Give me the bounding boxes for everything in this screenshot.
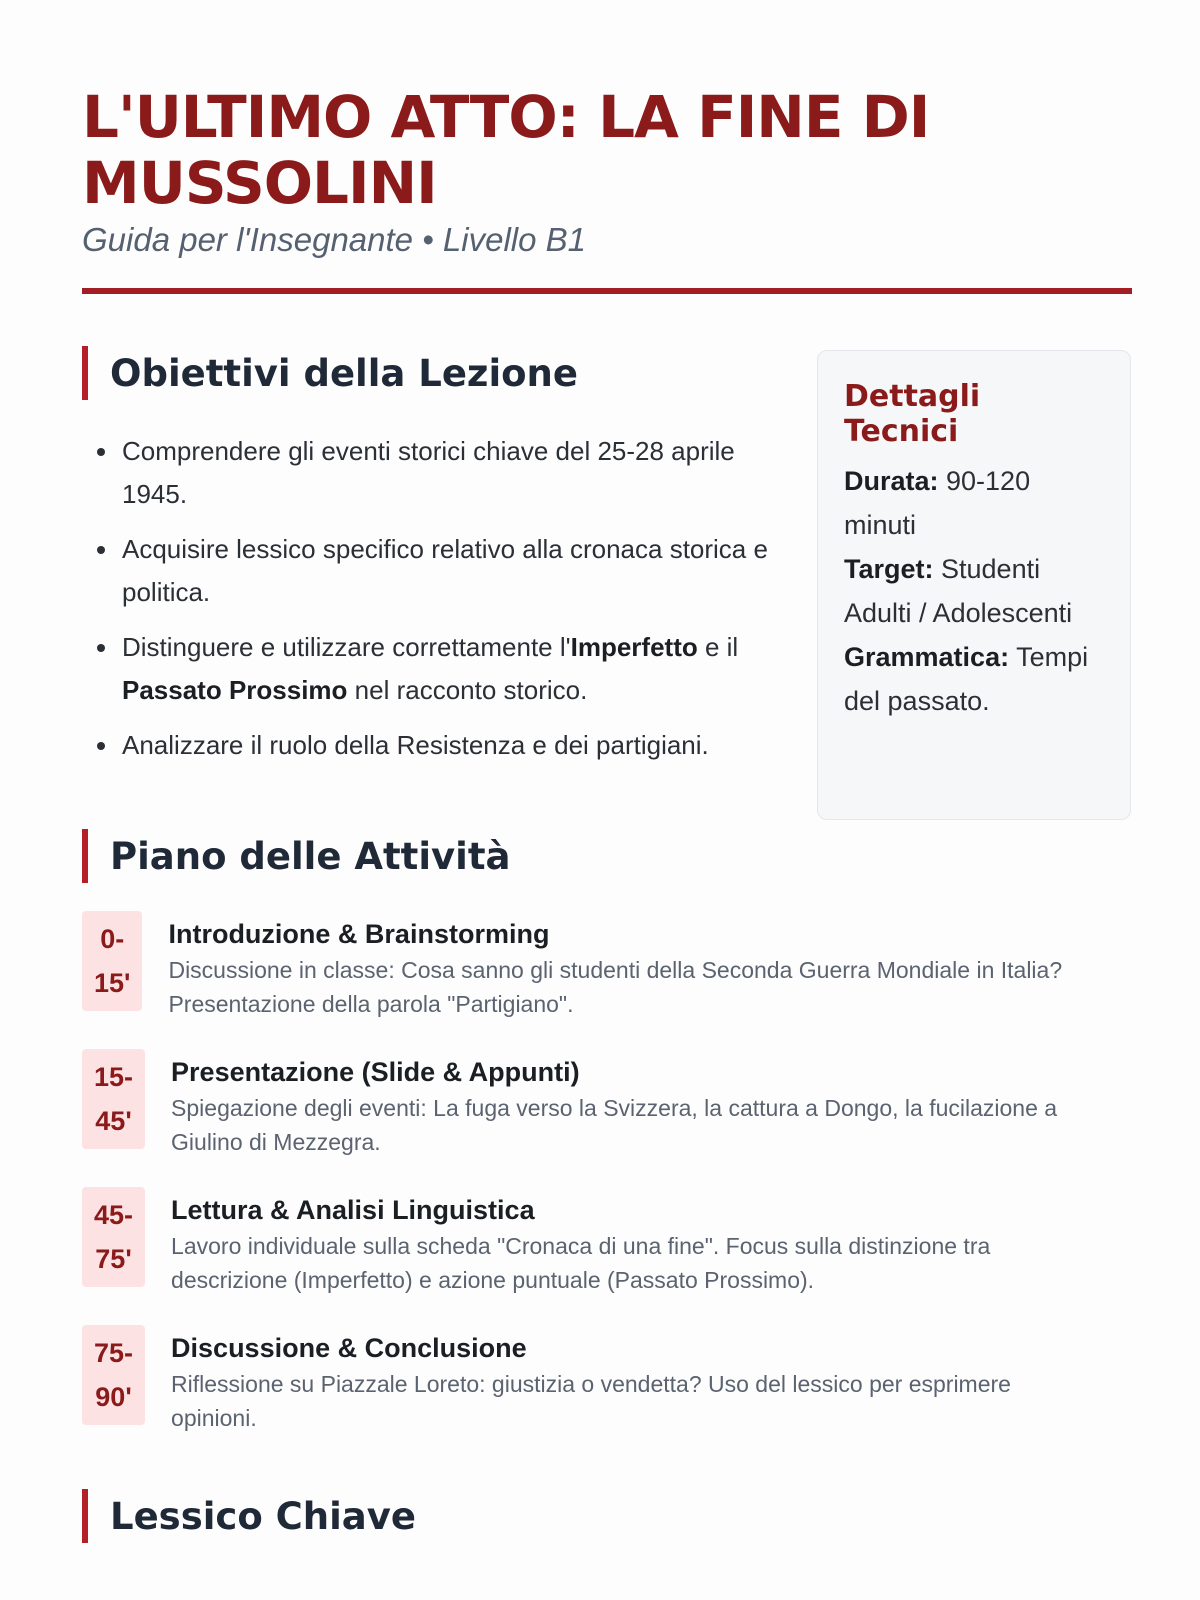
durata-label: Durata: xyxy=(844,466,939,496)
lessico-section xyxy=(82,1489,1100,1543)
activity-title: Lettura & Analisi Linguistica xyxy=(171,1195,535,1225)
details-heading: Dettagli Tecnici xyxy=(844,379,981,449)
grammatica-label: Grammatica: xyxy=(844,642,1010,672)
page-title: L'ULTIMO ATTO: LA FINE DI MUSSOLINI xyxy=(82,83,930,217)
time-start: 15- xyxy=(94,1062,134,1092)
page-subtitle: Guida per l'Insegnante • Livello B1 xyxy=(82,221,587,258)
time-start: 45- xyxy=(94,1200,134,1230)
plan-section xyxy=(82,829,1100,1435)
time-end: 15' xyxy=(94,968,131,998)
objectives-section xyxy=(82,346,772,779)
activity-body xyxy=(171,1325,1100,1435)
time-badge xyxy=(82,1049,145,1149)
activity-item xyxy=(82,1049,1100,1159)
objective-item xyxy=(120,626,772,712)
activity-description: Spiegazione degli eventi: La fuga verso la Svizzera, la cattura a Dongo, la fucilazione a Giulino di Mezzegra. xyxy=(171,1095,1058,1155)
title-block xyxy=(82,0,1100,294)
objective-item: • Analizzare il ruolo della Resistenza e dei partigiani. xyxy=(120,724,772,767)
technical-details-card xyxy=(817,350,1131,820)
objectives-list xyxy=(82,430,772,767)
objective-keyword: Passato Prossimo xyxy=(122,675,348,705)
plan-heading: Piano delle Attività xyxy=(82,829,1100,883)
activity-item xyxy=(82,911,1100,1021)
activity-description: Riflessione su Piazzale Loreto: giustizia o vendetta? Uso del lessico per esprimere opinioni. xyxy=(171,1371,1011,1431)
activity-item xyxy=(82,1325,1100,1435)
details-body xyxy=(844,459,1104,723)
activity-title: Discussione & Conclusione xyxy=(171,1333,527,1363)
time-badge xyxy=(82,911,142,1011)
time-start: 75- xyxy=(94,1338,134,1368)
grammatica-value: Tempi del passato. xyxy=(844,642,1089,716)
activity-title: Introduzione & Brainstorming xyxy=(168,919,550,949)
time-end: 75' xyxy=(95,1244,132,1274)
objective-item: • Comprendere gli eventi storici chiave del 25-28 aprile 1945. xyxy=(120,430,772,516)
objective-text: Distinguere e utilizzare correttamente l' xyxy=(122,632,571,662)
objectives-heading: Obiettivi della Lezione xyxy=(82,346,772,400)
time-badge xyxy=(82,1325,145,1425)
time-badge xyxy=(82,1187,145,1287)
activity-body xyxy=(168,911,1100,1021)
activity-description: Discussione in classe: Cosa sanno gli studenti della Seconda Guerra Mondiale in Italia? Presentazione della parola "Partigiano". xyxy=(168,957,1063,1017)
target-label: Target: xyxy=(844,554,934,584)
time-end: 45' xyxy=(95,1106,132,1136)
activity-body xyxy=(171,1049,1100,1159)
target-value: Studenti Adulti / Adolescenti xyxy=(844,554,1073,628)
objective-text: nel racconto storico. xyxy=(347,675,588,705)
objective-item: • Acquisire lessico specifico relativo alla cronaca storica e politica. xyxy=(120,528,772,614)
objective-keyword: Imperfetto xyxy=(570,632,698,662)
durata-value: 90-120 minuti xyxy=(844,466,1031,540)
lessico-heading: Lessico Chiave xyxy=(82,1489,1100,1543)
activity-description: Lavoro individuale sulla scheda "Cronaca di una fine". Focus sulla distinzione tra descrizione (Imperfetto) e azione puntuale (Passato Prossimo). xyxy=(171,1233,991,1293)
time-start: 0- xyxy=(100,924,125,954)
activity-title: Presentazione (Slide & Appunti) xyxy=(171,1057,580,1087)
activity-body xyxy=(171,1187,1100,1297)
activity-item xyxy=(82,1187,1100,1297)
time-end: 90' xyxy=(95,1382,132,1412)
title-divider xyxy=(82,288,1132,294)
objective-text: e il xyxy=(697,632,739,662)
